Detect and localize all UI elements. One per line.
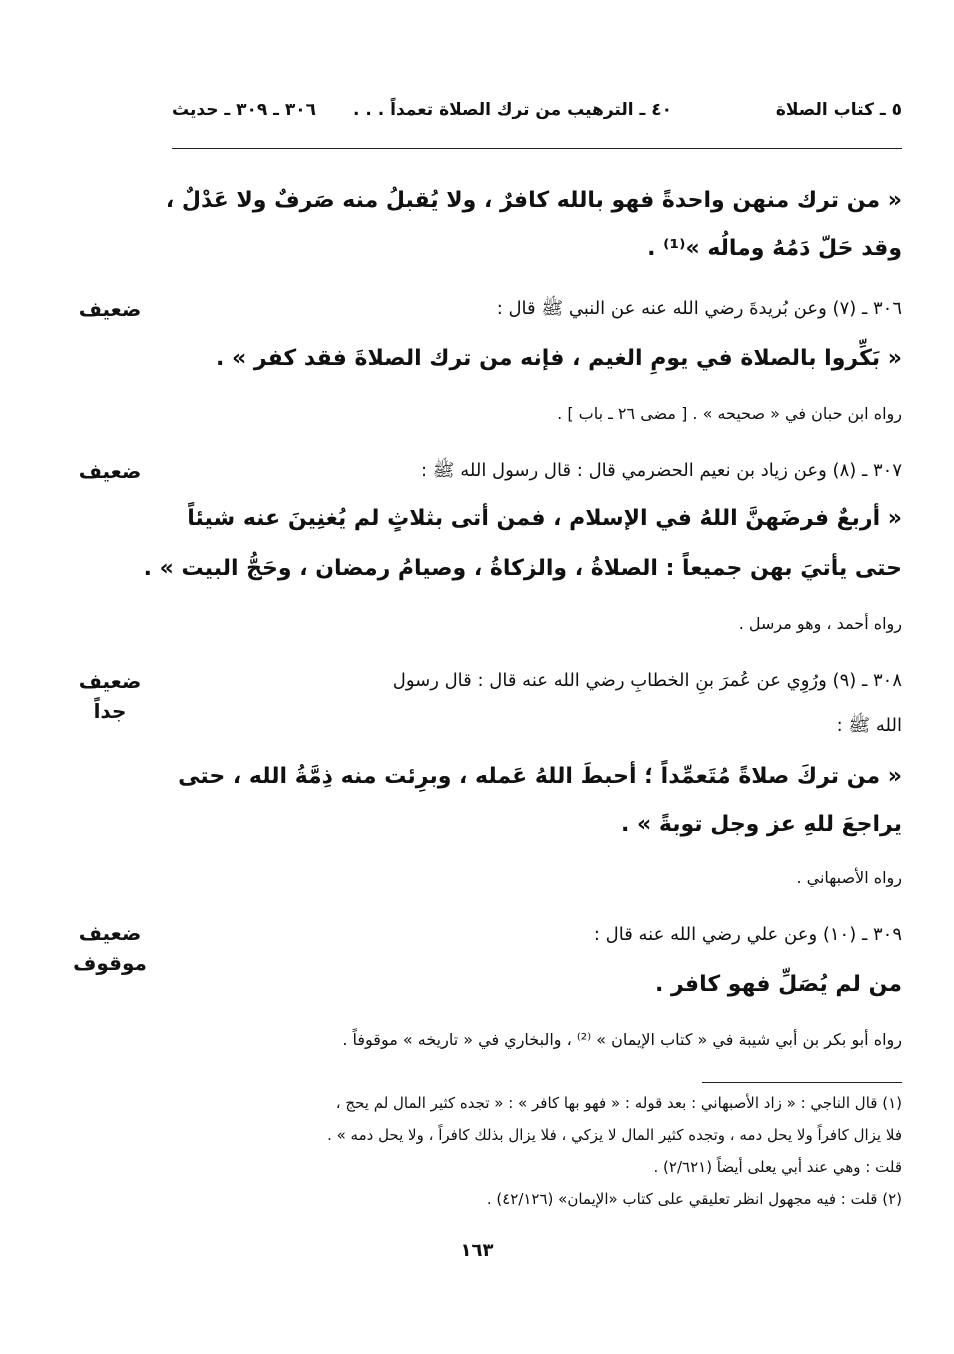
- hadith-309-heading: ٣٠٩ ـ (١٠) وعن علي رضي الله عنه قال :: [593, 924, 902, 945]
- header-section: ٤٠ ـ الترهيب من ترك الصلاة تعمداً . . .: [353, 100, 672, 120]
- header-chapter: ٥ ـ كتاب الصلاة: [775, 100, 902, 120]
- running-header: [172, 100, 902, 134]
- header-hadith-range: ٣٠٦ ـ ٣٠٩ ـ حديث: [172, 100, 317, 120]
- grade-308-line-1: ضعيف: [78, 669, 142, 693]
- hadith-307-text-2: حتى يأتيَ بهن جميعاً : الصلاةُ ، والزكاةُ ، وصيامُ رمضان ، وحَجُّ البيت » .: [143, 556, 902, 581]
- footnote-rule: [702, 1082, 902, 1083]
- footnote-2: (٢) قلت : فيه مجهول انظر تعليقي على كتاب «الإيمان» (٤٢/١٢٦) .: [486, 1190, 902, 1208]
- hadith-307-text-1: « أربعٌ فرضَهنَّ اللهُ في الإسلام ، فمن أتى بثلاثٍ لم يُغنِينَ عنه شيئاً: [187, 506, 902, 531]
- grade-306: ضعيف: [78, 297, 142, 321]
- grade-309: [60, 918, 160, 978]
- intro-line-1: « من ترك منهن واحدةً فهو بالله كافرٌ ، ولا يُقبلُ منه صَرفٌ ولا عَدْلٌ ،: [165, 188, 902, 213]
- hadith-307-heading: ٣٠٧ ـ (٨) وعن زياد بن نعيم الحضرمي قال : قال رسول الله ﷺ :: [420, 460, 902, 481]
- hadith-308-text-1: « من تركَ صلاةً مُتَعمِّداً ؛ أحبطَ اللهُ عَمله ، وبرِئت منه ذِمَّةُ الله ، حتى: [178, 764, 902, 789]
- hadith-308-heading-2: الله ﷺ :: [836, 715, 902, 736]
- hadith-306-source: رواه ابن حبان في « صحيحه » . [ مضى ٢٦ ـ باب ] .: [557, 404, 902, 423]
- grade-309-line-2: موقوف: [73, 951, 147, 975]
- footnote-1-line-1: (١) قال الناجي : « زاد الأصبهاني : بعد قوله : « فهو بها كافر » : « تجده كثير المال لم يحج ،: [335, 1094, 902, 1112]
- grade-308-line-2: جداً: [93, 699, 127, 723]
- hadith-309-source: رواه أبو بكر بن أبي شيبة في « كتاب الإيمان » ⁽²⁾ ، والبخاري في « تاريخه » موقوفاً .: [342, 1030, 902, 1049]
- footnote-1-line-2: فلا يزال كافراً ولا يحل دمه ، وتجده كثير المال لا يزكي ، فلا يزال بذلك كافراً ، ولا يحل دمه » .: [327, 1126, 902, 1144]
- hadith-308-source: رواه الأصبهاني .: [796, 868, 902, 887]
- intro-line-2: وقد حَلّ دَمُهُ ومالُه »⁽¹⁾ .: [647, 236, 902, 261]
- hadith-307-source: رواه أحمد ، وهو مرسل .: [738, 614, 902, 633]
- grade-308: [60, 666, 160, 726]
- header-rule: [172, 148, 902, 149]
- footnote-1-line-3: قلت : وهي عند أبي يعلى أيضاً (٢/٦٢١) .: [653, 1158, 902, 1176]
- hadith-308-text-2: يراجعَ للهِ عز وجل توبةً » .: [620, 812, 902, 837]
- hadith-306-heading: ٣٠٦ ـ (٧) وعن بُريدةَ رضي الله عنه عن النبي ﷺ قال :: [496, 298, 902, 319]
- hadith-308-heading-1: ٣٠٨ ـ (٩) ورُوِي عن عُمرَ بنِ الخطابِ رضي الله عنه قال : قال رسول: [392, 670, 902, 691]
- grade-307: ضعيف: [78, 459, 142, 483]
- hadith-309-text: من لم يُصَلِّ فهو كافر .: [654, 972, 902, 997]
- hadith-306-text: « بَكِّروا بالصلاة في يومِ الغيم ، فإنه من ترك الصلاةَ فقد كفر » .: [216, 346, 902, 371]
- grade-309-line-1: ضعيف: [78, 921, 142, 945]
- page-number: ١٦٣: [460, 1240, 494, 1261]
